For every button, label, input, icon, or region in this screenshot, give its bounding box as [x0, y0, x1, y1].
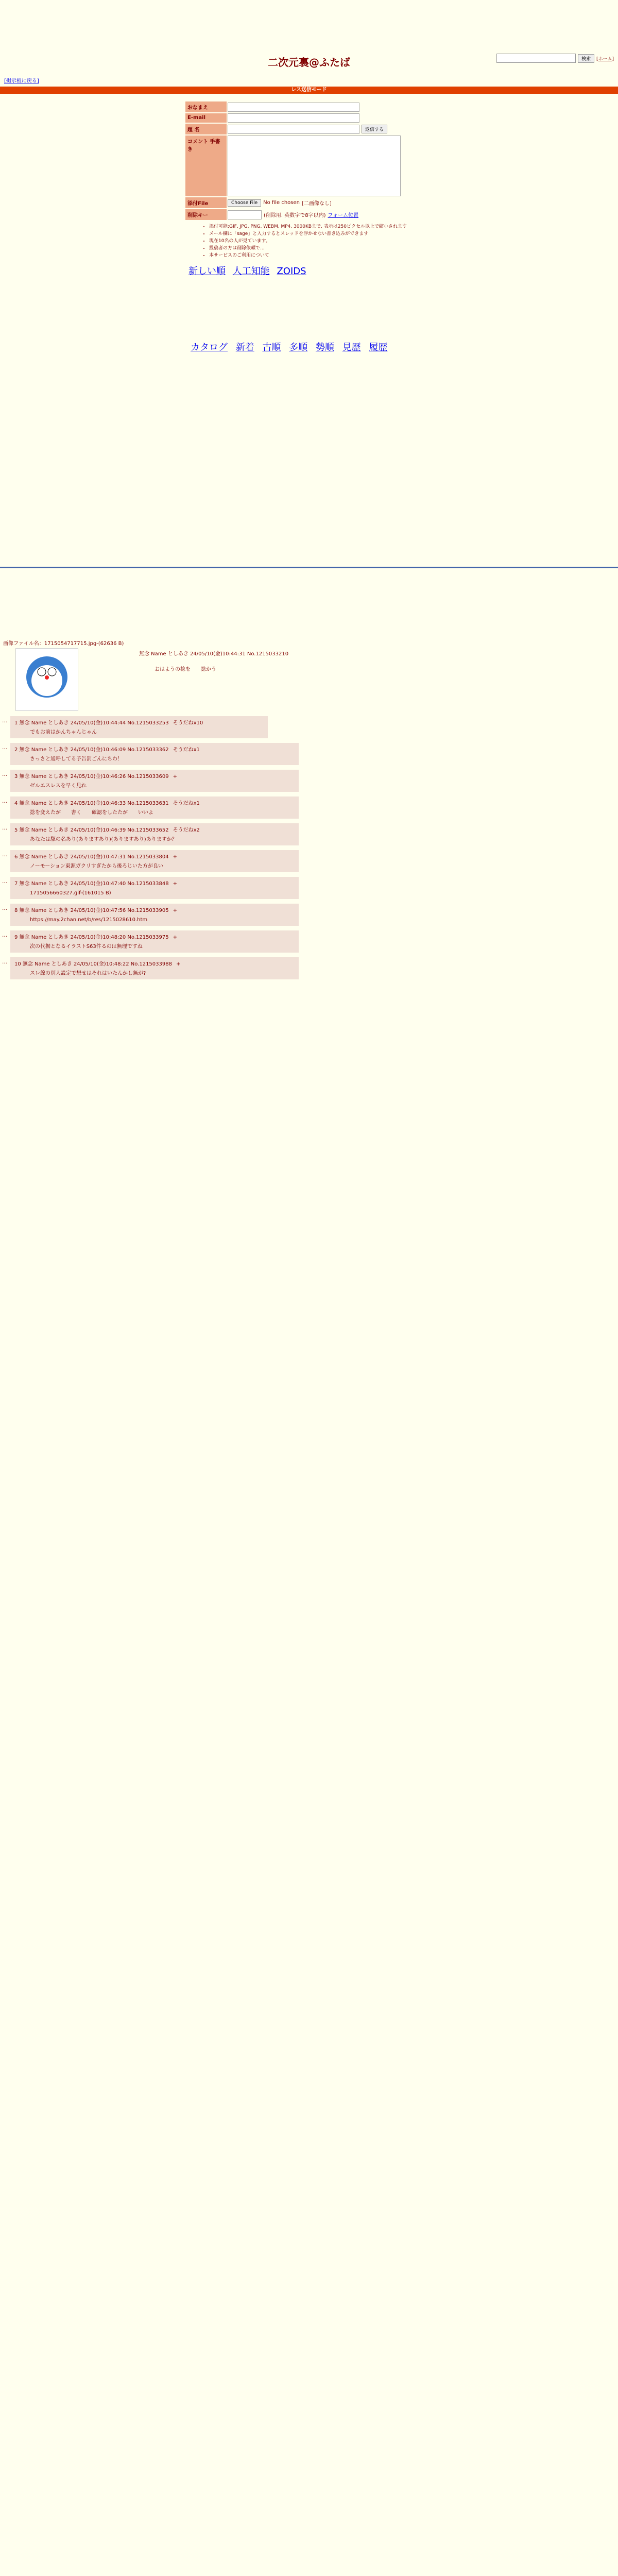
reply-like-button[interactable]: +	[176, 961, 181, 967]
sort-new[interactable]: 新しい順	[188, 266, 226, 277]
post-form	[185, 101, 453, 277]
subject-input[interactable]	[228, 125, 359, 134]
form-position-link[interactable]: フォーム位置	[328, 213, 359, 218]
file-label: 添付File	[185, 197, 227, 208]
note-item: • 添付可能:GIF, JPG, PNG, WEBM, MP4. 3000KBまで. 表示は250ピクセル以上で縮小されます	[209, 223, 453, 230]
reply-marker: …	[2, 745, 7, 751]
reply-body: https://may.2chan.net/b/res/1215028610.htm	[30, 917, 148, 923]
reply-like-button[interactable]: そうだねx10	[173, 720, 203, 726]
reply-like-button[interactable]: +	[173, 908, 177, 913]
reply-body: でもお前はかんちゃんじゃん	[30, 730, 97, 735]
subject-label: 題 名	[185, 124, 227, 134]
note-item: • 本サービスのご利用について	[209, 252, 453, 259]
reply	[10, 850, 299, 872]
note-item: • 現在10名の人が見ています。	[209, 238, 453, 245]
divider	[0, 567, 618, 568]
choose-file-button[interactable]: Choose File	[228, 199, 261, 207]
sort-ai[interactable]: 人工知能	[232, 266, 270, 277]
reply-like-button[interactable]: +	[173, 854, 177, 860]
op-header: 無念 Name としあき 24/05/10(金)10:44:31 No.1215033210	[139, 651, 289, 657]
back-to-board-link[interactable]: [掲示板に戻る]	[4, 78, 39, 84]
catalog-link[interactable]: カタログ	[191, 342, 228, 353]
comment-label: コメント 手書き	[185, 135, 227, 196]
sort-menu	[188, 264, 453, 277]
reply-marker: …	[2, 906, 7, 911]
reply-like-button[interactable]: そうだねx1	[173, 747, 200, 753]
reply-body: あなたは駆の名あり(ありますあり)(ありますあり)ありますか？	[30, 837, 177, 842]
email-input[interactable]	[228, 113, 359, 123]
reply-body: 次の代据となるイラストS63件るのは無理ですね	[30, 944, 143, 950]
reply-body: ノーモーション東源ガクリすぎたから後ろじいた方が良い	[30, 863, 163, 869]
name-input[interactable]	[228, 103, 359, 112]
reply-like-button[interactable]: +	[173, 881, 177, 887]
op-text: おはようの捻を 捻かう	[154, 667, 216, 672]
no-file-text: No file chosen	[263, 200, 300, 206]
reply	[10, 904, 299, 926]
reply	[10, 770, 299, 792]
reply	[10, 743, 299, 765]
reply-body: ゼルエスレスを早く見れ	[30, 783, 87, 789]
board-title: 二次元裏@ふたば	[268, 56, 350, 69]
thread	[0, 639, 618, 672]
email-label: E-mail	[185, 113, 227, 123]
reply	[10, 823, 299, 845]
reply-marker: …	[2, 879, 7, 885]
reply-like-button[interactable]: +	[173, 774, 177, 779]
reply	[10, 796, 299, 819]
reply-header: 6 無念 Name としあき 24/05/10(金)10:47:31 No.1215033804 +	[14, 854, 177, 860]
reply-header: 9 無念 Name としあき 24/05/10(金)10:48:20 No.1215033975 +	[14, 935, 177, 940]
reply-marker: …	[2, 933, 7, 938]
form-notes	[188, 223, 453, 259]
note-item: • 投稿者の方は削除依頼で...	[209, 245, 453, 252]
reply-header: 1 無念 Name としあき 24/05/10(金)10:44:44 No.1215033253 そうだねx10	[14, 720, 203, 726]
mode-bar: レス送信モード	[0, 87, 618, 94]
reply-marker: …	[2, 959, 7, 965]
reply-header: 2 無念 Name としあき 24/05/10(金)10:46:09 No.1215033362 そうだねx1	[14, 747, 200, 753]
reply-body: 1715056660327.gif-(161015 B)	[30, 890, 111, 896]
reply-marker: …	[2, 718, 7, 724]
top-search	[496, 54, 614, 63]
momentum-link[interactable]: 勢順	[315, 342, 334, 353]
clear-file-link[interactable]: [二画像なし]	[302, 201, 332, 207]
delkey-hint: (削除用. 英数字で8字以内)	[264, 213, 326, 218]
delkey-label: 削除キー	[185, 209, 227, 220]
reply-header: 8 無念 Name としあき 24/05/10(金)10:47:56 No.1215033905 +	[14, 908, 177, 913]
submit-button[interactable]: 返信する	[362, 125, 387, 133]
reply-like-button[interactable]: そうだねx1	[173, 801, 200, 806]
reply-body: スレ線の別人設定で想せはそれはいたんかし無が?	[30, 971, 146, 976]
reply-body: さっさと通呼してる予告罰ごんにちわ！	[30, 756, 123, 762]
many-link[interactable]: 多順	[289, 342, 308, 353]
comment-textarea[interactable]	[228, 135, 401, 196]
new-link[interactable]: 新着	[235, 342, 254, 353]
delkey-input[interactable]	[228, 210, 262, 219]
search-button[interactable]: 検索	[578, 54, 594, 63]
reply-header: 4 無念 Name としあき 24/05/10(金)10:46:33 No.1215033631 そうだねx1	[14, 801, 200, 806]
reply	[10, 877, 299, 899]
reply-like-button[interactable]: そうだねx2	[173, 827, 200, 833]
reply	[10, 957, 299, 979]
reply-header: 7 無念 Name としあき 24/05/10(金)10:47:40 No.1215033848 +	[14, 881, 177, 887]
sort-zoids[interactable]: ZOIDS	[277, 266, 306, 277]
reply-marker: …	[2, 852, 7, 858]
search-input[interactable]	[496, 54, 576, 63]
history-link[interactable]: 履歴	[369, 342, 388, 353]
viewed-link[interactable]: 見歴	[342, 342, 361, 353]
reply-marker: …	[2, 825, 7, 831]
reply-marker: …	[2, 799, 7, 804]
reply-like-button[interactable]: +	[173, 935, 177, 940]
note-item: • メール欄に「sage」と入力するとスレッドを浮かせない書き込みができます	[209, 230, 453, 238]
op-file-label: 画像ファイル名：1715054717715.jpg-(62636 B)	[3, 641, 124, 647]
home-link[interactable]: [ホーム]	[596, 56, 614, 62]
reply-header: 3 無念 Name としあき 24/05/10(金)10:46:26 No.1215033609 +	[14, 774, 177, 779]
reply-body: 捻を変えたが 書く 確認をしたたが いいよ	[30, 810, 153, 816]
reply	[10, 716, 268, 738]
reply	[10, 930, 299, 953]
op-image[interactable]	[15, 648, 78, 711]
reply-marker: …	[2, 772, 7, 777]
old-link[interactable]: 古順	[262, 342, 281, 353]
reply-header: 10 無念 Name としあき 24/05/10(金)10:48:22 No.1215033988 +	[14, 961, 181, 967]
name-label: おなまえ	[185, 101, 227, 112]
reply-header: 5 無念 Name としあき 24/05/10(金)10:46:39 No.1215033652 そうだねx2	[14, 827, 200, 833]
catalog-bar	[191, 340, 392, 353]
